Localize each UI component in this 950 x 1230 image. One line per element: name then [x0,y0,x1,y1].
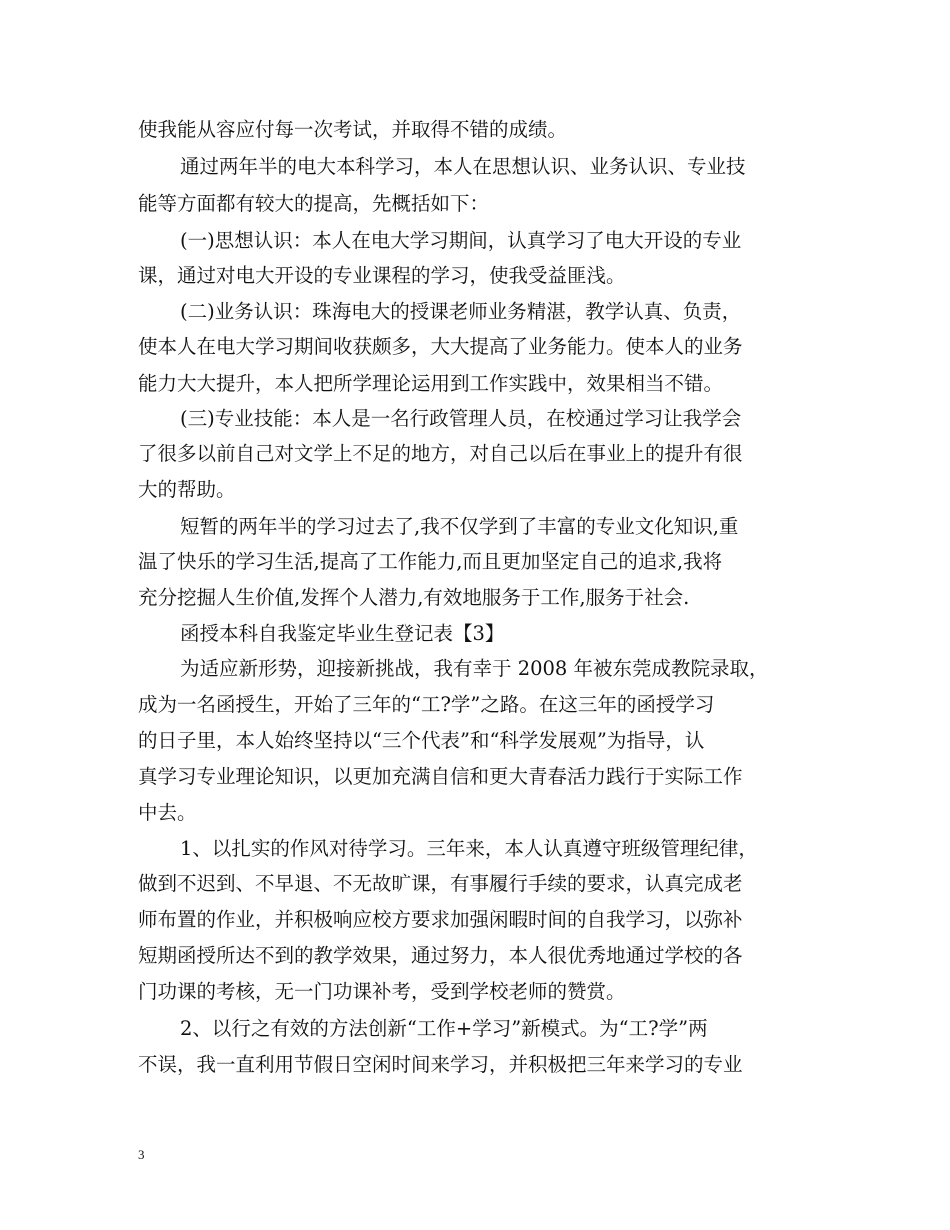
text-line: 了很多以前自己对文学上不足的地方，对自己以后在事业上的提升有很 [138,442,743,465]
text-line: 2、以行之有效的方法创新“工作+学习”新模式。为“工?学”两 [180,1017,708,1040]
text-line: 1、以扎实的作风对待学习。三年来，本人认真遵守班级管理纪律， [180,837,758,860]
text-line: 能力大大提升，本人把所学理论运用到工作实践中，效果相当不错。 [138,372,724,395]
text-line: 大的帮助。 [138,478,236,501]
text-line: 成为一名函授生，开始了三年的“工?学”之路。在这三年的函授学习 [138,693,715,716]
text-line: 短期函授所达不到的教学效果，通过努力，本人很优秀地通过学校的各 [138,944,743,967]
text-line: (三)专业技能：本人是一名行政管理人员，在校通过学习让我学会 [180,407,742,430]
text-line: 门功课的考核，无一门功课补考，受到学校老师的赞赏。 [138,980,626,1003]
page-number: 3 [138,1147,145,1162]
section-heading: 函授本科自我鉴定毕业生登记表【3】 [180,622,505,645]
text-line: 使我能从容应付每一次考试，并取得不错的成绩。 [138,118,568,141]
text-line: 充分挖掘人生价值,发挥个人潜力,有效地服务于工作,服务于社会. [138,586,690,609]
text-line: 温了快乐的学习生活,提高了工作能力,而且更加坚定自己的追求,我将 [138,550,723,573]
text-line: 不误，我一直利用节假日空闲时间来学习，并积极把三年来学习的专业 [138,1053,743,1076]
text-line: 的日子里，本人始终坚持以“三个代表”和“科学发展观”为指导，认 [138,729,705,752]
text-line: 真学习专业理论知识，以更加充满自信和更大青春活力践行于实际工作 [138,765,743,788]
text-line: 能等方面都有较大的提高，先概括如下： [138,192,490,215]
text-line: 为适应新形势，迎接新挑战，我有幸于 2008 年被东莞成教院录取， [180,657,769,680]
text-line: 使本人在电大学习期间收获颇多，大大提高了业务能力。使本人的业务 [138,335,743,358]
text-line: 课，通过对电大开设的专业课程的学习，使我受益匪浅。 [138,264,626,287]
text-line: 做到不迟到、不早退、不无故旷课，有事履行手续的要求，认真完成老 [138,872,743,895]
text-line: 中去。 [138,801,197,824]
text-line: (一)思想认识：本人在电大学习期间，认真学习了电大开设的专业 [180,229,742,252]
text-line: 通过两年半的电大本科学习，本人在思想认识、业务认识、专业技 [180,155,746,178]
text-line: 短暂的两年半的学习过去了,我不仅学到了丰富的专业文化知识,重 [180,515,739,538]
text-line: (二)业务认识：珠海电大的授课老师业务精湛，教学认真、负责， [180,300,742,323]
text-line: 师布置的作业，并积极响应校方要求加强闲暇时间的自我学习，以弥补 [138,908,743,931]
